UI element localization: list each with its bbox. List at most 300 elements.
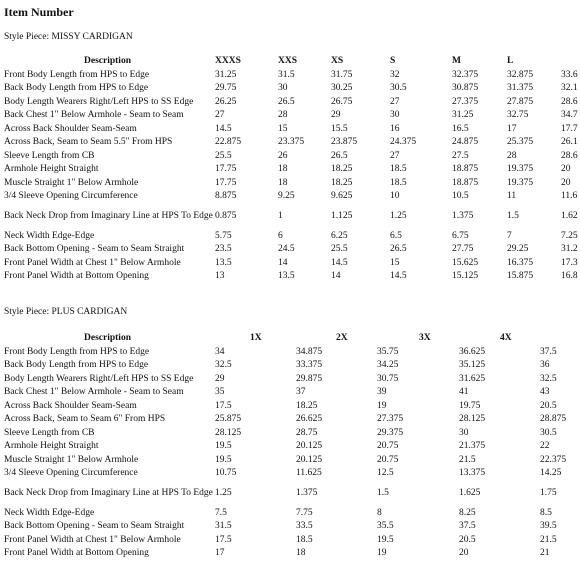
measurement-value: 17.75 (215, 164, 237, 175)
measurement-value: 7.5 (215, 507, 227, 518)
measurement-value: 26.75 (331, 96, 353, 107)
measurement-value: 22 (540, 441, 550, 452)
spacer-cell (250, 453, 296, 467)
spacer-cell (336, 533, 377, 547)
row-description: 3/4 Sleeve Opening Circumference (4, 191, 138, 202)
measurement-value: 34.875 (296, 346, 323, 357)
measurement-value: 16.8 (561, 271, 578, 282)
measurement-value: 34.7 (561, 110, 578, 121)
measurement-value: 27 (390, 96, 400, 107)
measurement-value: 19 (377, 400, 387, 411)
measurement-value: 19.5 (377, 534, 394, 545)
measurement-value: 36.625 (459, 346, 486, 357)
measurement-value: 18 (296, 548, 306, 559)
measurement-value: 18 (278, 164, 288, 175)
measurement-value: 29.25 (507, 244, 529, 255)
measurement-value: 22.375 (540, 454, 567, 465)
measurement-value: 26.5 (331, 150, 348, 161)
spacer-cell (250, 359, 296, 373)
measurement-value: 20.75 (377, 454, 399, 465)
table-row (0, 122, 580, 136)
spacer-cell (419, 386, 459, 400)
table-row (0, 163, 580, 177)
table-row (0, 533, 580, 547)
measurement-value: 7.25 (561, 230, 578, 241)
spacer-cell (250, 547, 296, 561)
spacer-cell (250, 480, 296, 506)
measurement-value: 32.75 (507, 110, 529, 121)
measurement-value: 14.5 (390, 271, 407, 282)
table-row (0, 68, 580, 82)
measurement-value: 18.25 (296, 400, 318, 411)
measurement-value: 24.5 (278, 244, 295, 255)
measurement-value: 16 (390, 123, 400, 134)
row-description: Back Body Length from HPS to Edge (4, 360, 149, 371)
measurement-value: 20 (561, 164, 571, 175)
table-row (0, 190, 580, 204)
row-description: Armhole Height Straight (4, 164, 99, 175)
row-description: Back Neck Drop from Imaginary Line at HPS To Edge (4, 210, 213, 221)
measurement-value: 21.5 (540, 534, 557, 545)
measurement-value: 15 (278, 123, 288, 134)
measurement-value: 15.875 (507, 271, 534, 282)
measurement-value: 10.5 (452, 191, 469, 202)
measurement-value: 20.75 (377, 441, 399, 452)
measurement-value: 1.125 (331, 211, 353, 221)
row-description: Front Panel Width at Bottom Opening (4, 271, 149, 282)
spacer-cell (419, 547, 459, 561)
measurement-value: 25.375 (507, 137, 534, 148)
measurement-value: 1.62 (561, 211, 578, 221)
column-header-size: 4X (500, 333, 512, 343)
measurement-value: 19.75 (459, 400, 481, 411)
spacer-cell (419, 399, 459, 413)
spacer-cell (419, 372, 459, 386)
measurement-value: 17.3 (561, 257, 578, 268)
measurement-value: 19.5 (215, 454, 232, 465)
spacer-cell (500, 345, 540, 359)
spacer-cell (419, 467, 459, 481)
measurement-value: 34.25 (377, 360, 399, 371)
measurement-value: 33.6 (561, 69, 578, 80)
spacer-cell (500, 386, 540, 400)
spacer-cell (336, 547, 377, 561)
measurement-value: 18.5 (390, 177, 407, 188)
table-row (0, 270, 580, 284)
measurement-value: 30.75 (377, 373, 399, 384)
measurement-value: 28.75 (296, 427, 318, 438)
measurement-value: 37.5 (459, 521, 476, 532)
measurement-value: 0.875 (215, 211, 237, 221)
table-row (0, 95, 580, 109)
spacer-cell (250, 520, 296, 534)
measurement-value: 37 (296, 387, 306, 398)
spacer-cell (250, 413, 296, 427)
measurement-value: 29.875 (296, 373, 323, 384)
measurement-value: 18 (278, 177, 288, 188)
measurement-value: 1.5 (507, 211, 519, 221)
table-row (0, 229, 580, 243)
measurement-value: 14 (331, 271, 341, 282)
table-row (0, 256, 580, 270)
measurement-value: 19.375 (507, 164, 534, 175)
spacer-cell (500, 399, 540, 413)
row-description: Sleeve Length from CB (4, 427, 95, 438)
spacer-cell (419, 440, 459, 454)
measurement-value: 20 (561, 177, 571, 188)
measurement-value: 27 (390, 150, 400, 161)
measurement-value: 31.25 (452, 110, 474, 121)
measurement-value: 18.25 (331, 164, 353, 175)
row-description: Across Back Shoulder Seam-Seam (4, 400, 137, 411)
measurement-value: 30.5 (540, 427, 557, 438)
measurement-value: 6.75 (452, 230, 469, 241)
spacer-cell (336, 520, 377, 534)
measurement-value: 27.375 (377, 414, 404, 425)
measurement-value: 27.75 (452, 244, 474, 255)
spacer-cell (419, 520, 459, 534)
measurement-value: 1.75 (540, 488, 557, 498)
measurement-value: 26 (278, 150, 288, 161)
measurement-value: 15.5 (331, 123, 348, 134)
table-row (0, 547, 580, 561)
spacer-cell (500, 480, 540, 506)
table-row (0, 480, 580, 506)
measurement-value: 36 (540, 360, 550, 371)
measurement-value: 15.125 (452, 271, 479, 282)
table-row (0, 520, 580, 534)
measurement-value: 35.5 (377, 521, 394, 532)
measurement-value: 17.7 (561, 123, 578, 134)
measurement-value: 13.5 (215, 257, 232, 268)
measurement-value: 1.25 (215, 488, 232, 498)
row-description: Front Panel Width at Bottom Opening (4, 548, 149, 559)
row-description: Armhole Height Straight (4, 441, 99, 452)
measurement-value: 14 (278, 257, 288, 268)
measurement-value: 21.375 (459, 441, 486, 452)
measurement-value: 19.375 (507, 177, 534, 188)
row-description: Body Length Wearers Right/Left HPS to SS Edge (4, 373, 194, 384)
measurement-value: 28.6 (561, 96, 578, 107)
spacer-cell (250, 345, 296, 359)
measurement-value: 41 (459, 387, 469, 398)
measurement-value: 16.5 (452, 123, 469, 134)
column-header-size: XXXS (215, 56, 241, 66)
row-description: Back Body Length from HPS to Edge (4, 83, 149, 94)
table-row (0, 506, 580, 520)
measurement-value: 26.1 (561, 137, 578, 148)
measurement-value: 28 (507, 150, 517, 161)
spacer-cell (336, 345, 377, 359)
spacer-cell (250, 467, 296, 481)
measurement-value: 28.125 (459, 414, 486, 425)
measurement-value: 27.5 (452, 150, 469, 161)
measurement-value: 23.375 (278, 137, 305, 148)
measurement-value: 6.25 (331, 230, 348, 241)
measurement-value: 31.5 (215, 521, 232, 532)
measurement-value: 31.75 (331, 69, 353, 80)
spacer-cell (419, 453, 459, 467)
measurement-value: 30.5 (390, 83, 407, 94)
column-header-size (459, 331, 500, 345)
spacer-cell (336, 399, 377, 413)
row-description: Neck Width Edge-Edge (4, 507, 95, 518)
spacer-cell (250, 440, 296, 454)
measurement-value: 1 (278, 211, 283, 221)
measurement-value: 32.1 (561, 83, 578, 94)
column-header-size: M (452, 56, 461, 66)
column-header-size: XXS (278, 56, 298, 66)
row-description: Front Body Length from HPS to Edge (4, 346, 150, 357)
measurement-value: 12.5 (377, 468, 394, 479)
measurement-value: 5.75 (215, 230, 232, 241)
measurement-value: 8.5 (540, 507, 552, 518)
measurement-value: 25.875 (215, 414, 242, 425)
measurement-value: 22.875 (215, 137, 242, 148)
plus-spec-table (0, 331, 580, 560)
spacer-cell (500, 440, 540, 454)
spacer-cell (419, 480, 459, 506)
measurement-value: 7.75 (296, 507, 313, 518)
spacer-cell (500, 533, 540, 547)
measurement-value: 28 (278, 110, 288, 121)
measurement-value: 1.5 (377, 488, 389, 498)
measurement-value: 35.75 (377, 346, 399, 357)
column-header-size: 1X (250, 333, 262, 343)
table-row (0, 386, 580, 400)
table-row (0, 467, 580, 481)
table-row (0, 440, 580, 454)
measurement-value: 30 (459, 427, 469, 438)
measurement-value: 8.875 (215, 191, 237, 202)
measurement-value: 37.5 (540, 346, 557, 357)
measurement-value: 30.875 (452, 83, 479, 94)
column-header-size: L (507, 56, 514, 66)
row-description: Back Chest 1" Below Armhole - Seam to Seam (4, 387, 184, 398)
spacer-cell (419, 506, 459, 520)
measurement-value: 30 (390, 110, 400, 121)
measurement-value: 39.5 (540, 521, 557, 532)
measurement-value: 15.625 (452, 257, 479, 268)
measurement-value: 29.375 (377, 427, 404, 438)
table-header-row (0, 54, 580, 68)
measurement-value: 1.375 (296, 488, 318, 498)
spacer-cell (500, 467, 540, 481)
spacer-cell (419, 359, 459, 373)
style-piece-plus: Style Piece: PLUS CARDIGAN (4, 307, 128, 317)
measurement-value: 8.25 (459, 507, 476, 518)
row-description: Back Chest 1" Below Armhole - Seam to Seam (4, 110, 184, 121)
row-description: Muscle Straight 1" Below Armhole (4, 177, 139, 188)
measurement-value: 10.75 (215, 468, 237, 479)
table-row (0, 426, 580, 440)
table-row (0, 176, 580, 190)
measurement-value: 26.5 (278, 96, 295, 107)
table-row (0, 203, 580, 229)
spacer-cell (336, 480, 377, 506)
spacer-cell (250, 426, 296, 440)
measurement-value: 14.5 (215, 123, 232, 134)
table-row (0, 399, 580, 413)
measurement-value: 27 (215, 110, 225, 121)
measurement-value: 26.5 (390, 244, 407, 255)
spacer-cell (500, 547, 540, 561)
spacer-cell (250, 372, 296, 386)
measurement-value: 14.5 (331, 257, 348, 268)
spacer-cell (336, 440, 377, 454)
spacer-cell (336, 453, 377, 467)
measurement-value: 25.5 (331, 244, 348, 255)
spacer-cell (500, 359, 540, 373)
spacer-cell (500, 453, 540, 467)
style-piece-missy: Style Piece: MISSY CARDIGAN (4, 32, 133, 42)
measurement-value: 18.875 (452, 177, 479, 188)
measurement-value: 17.5 (215, 534, 232, 545)
missy-spec-table (0, 54, 580, 283)
measurement-value: 32.5 (215, 360, 232, 371)
row-description: Front Panel Width at Chest 1" Below Armhole (4, 257, 181, 268)
measurement-value: 32.875 (507, 69, 534, 80)
spacer-cell (336, 467, 377, 481)
row-description: Front Panel Width at Chest 1" Below Armhole (4, 534, 181, 545)
measurement-value: 1.625 (459, 488, 481, 498)
spacer-cell (500, 426, 540, 440)
measurement-value: 33.375 (296, 360, 323, 371)
table-row (0, 372, 580, 386)
spacer-cell (419, 426, 459, 440)
measurement-value: 20.5 (540, 400, 557, 411)
measurement-value: 7 (507, 230, 512, 241)
row-description: Sleeve Length from CB (4, 150, 95, 161)
measurement-value: 20.125 (296, 454, 323, 465)
spacer-cell (250, 386, 296, 400)
measurement-value: 35.125 (459, 360, 486, 371)
measurement-value: 39 (377, 387, 387, 398)
measurement-value: 13.5 (278, 271, 295, 282)
spacer-cell (336, 386, 377, 400)
measurement-value: 32.375 (452, 69, 479, 80)
measurement-value: 31.5 (278, 69, 295, 80)
spacer-cell (500, 372, 540, 386)
spacer-cell (336, 413, 377, 427)
measurement-value: 43 (540, 387, 550, 398)
table-row (0, 345, 580, 359)
measurement-value: 18.5 (390, 164, 407, 175)
measurement-value: 18.5 (296, 534, 313, 545)
measurement-value: 1.25 (390, 211, 407, 221)
column-header-size: 2X (336, 333, 348, 343)
table-header-row (0, 331, 580, 345)
measurement-value: 31.25 (215, 69, 237, 80)
spacer-cell (419, 345, 459, 359)
row-description: Across Back, Seam to Seam 6" From HPS (4, 414, 166, 425)
measurement-value: 14.25 (540, 468, 562, 479)
measurement-value: 6.5 (390, 230, 402, 241)
spacer-cell (250, 399, 296, 413)
measurement-value: 33.5 (296, 521, 313, 532)
row-description: Body Length Wearers Right/Left HPS to SS Edge (4, 96, 194, 107)
spacer-cell (500, 520, 540, 534)
measurement-value: 17.5 (215, 400, 232, 411)
table-row (0, 243, 580, 257)
measurement-value: 29 (331, 110, 341, 121)
measurement-value: 34 (215, 346, 225, 357)
spacer-cell (336, 359, 377, 373)
row-description: Back Bottom Opening - Seam to Seam Straight (4, 244, 185, 255)
measurement-value: 24.375 (390, 137, 417, 148)
measurement-value: 32.5 (540, 373, 557, 384)
measurement-value: 8 (377, 507, 382, 518)
measurement-value: 29.75 (215, 83, 237, 94)
measurement-value: 19 (377, 548, 387, 559)
measurement-value: 16.375 (507, 257, 534, 268)
measurement-value: 32 (390, 69, 400, 80)
measurement-value: 21 (540, 548, 550, 559)
measurement-value: 10 (390, 191, 400, 202)
column-header-size (561, 54, 580, 68)
measurement-value: 11 (507, 191, 517, 202)
row-description: Back Bottom Opening - Seam to Seam Straight (4, 521, 185, 532)
column-header-description: Description (84, 56, 131, 66)
measurement-value: 30.25 (331, 83, 353, 94)
measurement-value: 28.6 (561, 150, 578, 161)
measurement-value: 28.125 (215, 427, 242, 438)
spacer-cell (419, 413, 459, 427)
spacer-cell (250, 506, 296, 520)
measurement-value: 25.5 (215, 150, 232, 161)
measurement-value: 11.625 (296, 468, 322, 479)
measurement-value: 19.5 (215, 441, 232, 452)
spacer-cell (336, 426, 377, 440)
column-header-size (296, 331, 336, 345)
measurement-value: 11.6 (561, 191, 578, 202)
column-header-size: 3X (419, 333, 431, 343)
measurement-value: 23.875 (331, 137, 358, 148)
row-description: 3/4 Sleeve Opening Circumference (4, 468, 138, 479)
row-description: Muscle Straight 1" Below Armhole (4, 454, 139, 465)
column-header-size: S (390, 56, 396, 66)
measurement-value: 28.875 (540, 414, 567, 425)
measurement-value: 13.375 (459, 468, 486, 479)
measurement-value: 17 (215, 548, 225, 559)
measurement-value: 27.875 (507, 96, 534, 107)
measurement-value: 9.25 (278, 191, 295, 202)
measurement-value: 20 (459, 548, 469, 559)
table-row (0, 413, 580, 427)
spacer-cell (500, 506, 540, 520)
spacer-cell (336, 372, 377, 386)
spacer-cell (500, 413, 540, 427)
measurement-value: 31.625 (459, 373, 486, 384)
row-description: Neck Width Edge-Edge (4, 230, 95, 241)
spacer-cell (419, 533, 459, 547)
table-row (0, 136, 580, 150)
measurement-value: 26.25 (215, 96, 237, 107)
table-row (0, 149, 580, 163)
column-header-size (215, 331, 250, 345)
measurement-value: 23.5 (215, 244, 232, 255)
row-description: Across Back, Seam to Seam 5.5" From HPS (4, 137, 173, 148)
measurement-value: 29 (215, 373, 225, 384)
spacer-cell (336, 506, 377, 520)
measurement-value: 20.125 (296, 441, 323, 452)
measurement-value: 20.5 (459, 534, 476, 545)
table-row (0, 359, 580, 373)
measurement-value: 21.5 (459, 454, 476, 465)
measurement-value: 31.2 (561, 244, 578, 255)
measurement-value: 6 (278, 230, 283, 241)
column-header-size (377, 331, 419, 345)
